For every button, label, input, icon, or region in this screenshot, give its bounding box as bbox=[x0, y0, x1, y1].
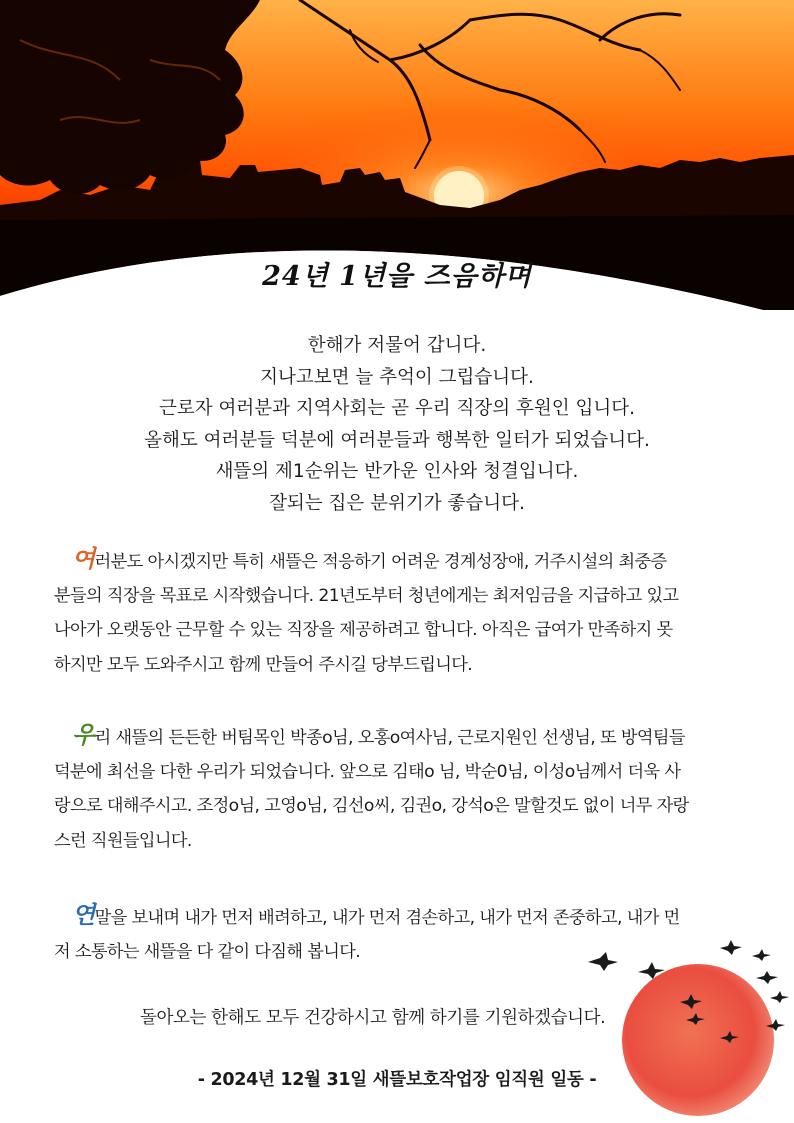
paragraph-line: 나아가 오랫동안 근무할 수 있는 직장을 제공하려고 합니다. 아직은 급여가 만족하지 못 bbox=[54, 620, 673, 641]
poem-line: 지나고보면 늘 추억이 그립습니다. bbox=[260, 366, 534, 388]
initial-letter: 여 bbox=[72, 544, 95, 573]
poem-line: 잘되는 집은 분위기가 좋습니다. bbox=[269, 492, 525, 514]
paragraph-text: 러분도 아시겠지만 특히 새뜰은 적응하기 어려운 경계성장애, 거주시설의 최중증 bbox=[94, 552, 667, 572]
poem-block bbox=[0, 330, 794, 519]
paragraph-line: 스런 직원들입니다. bbox=[54, 830, 192, 851]
page-title: 24년 1년을 즈음하며 bbox=[262, 261, 532, 292]
paragraph-line: 랑으로 대해주시고. 조정o님, 고영o님, 김선o씨, 김권o, 강석o은 말할것도 없이 너무 자랑 bbox=[54, 796, 689, 817]
poem-line: 올해도 여러분들 덕분에 여러분들과 행복한 일터가 되었습니다. bbox=[144, 429, 650, 451]
poem-line: 새뜰의 제1순위는 반가운 인사와 청결입니다. bbox=[215, 461, 579, 482]
signature-line: - 2024년 12월 31일 새뜰보호작업장 임직원 일동 - bbox=[197, 1070, 597, 1090]
poem-line: 근로자 여러분과 지역사회는 곧 우리 직장의 후원인 입니다. bbox=[159, 398, 635, 419]
initial-letter: 우 bbox=[72, 720, 95, 749]
paragraph-line: 덕분에 최선을 다한 우리가 되었습니다. 앞으로 김태o 님, 박순0님, 이성o님께서 더욱 사 bbox=[54, 762, 681, 783]
paragraph-text: 리 새뜰의 든든한 버팀목인 박종o님, 오홍o여사님, 근로지원인 선생님, 또 방역팀들 bbox=[94, 728, 685, 748]
paragraph-line: 저 소통하는 새뜰을 다 같이 다짐해 봅니다. bbox=[54, 942, 361, 963]
poem-line: 한해가 저물어 갑니다. bbox=[307, 335, 487, 356]
paragraph-first-line bbox=[54, 718, 754, 755]
closing-message: 돌아오는 한해도 모두 건강하시고 함께 하기를 기원하겠습니다. bbox=[140, 1008, 606, 1028]
paragraph-first-line bbox=[54, 542, 754, 579]
paragraph-text: 말을 보내며 내가 먼저 배려하고, 내가 먼저 겸손하고, 내가 먼저 존중하고, 내가 먼 bbox=[94, 908, 680, 928]
paragraph-line: 하지만 모두 도와주시고 함께 만들어 주시길 당부드립니다. bbox=[54, 654, 473, 675]
paragraph-yeo bbox=[54, 542, 754, 682]
initial-letter: 연 bbox=[72, 900, 95, 929]
paragraph-u bbox=[54, 718, 754, 858]
paragraph-line: 분들의 직장을 목표로 시작했습니다. 21년도부터 청년에게는 최저임금을 지급하고 있고 bbox=[54, 586, 679, 607]
